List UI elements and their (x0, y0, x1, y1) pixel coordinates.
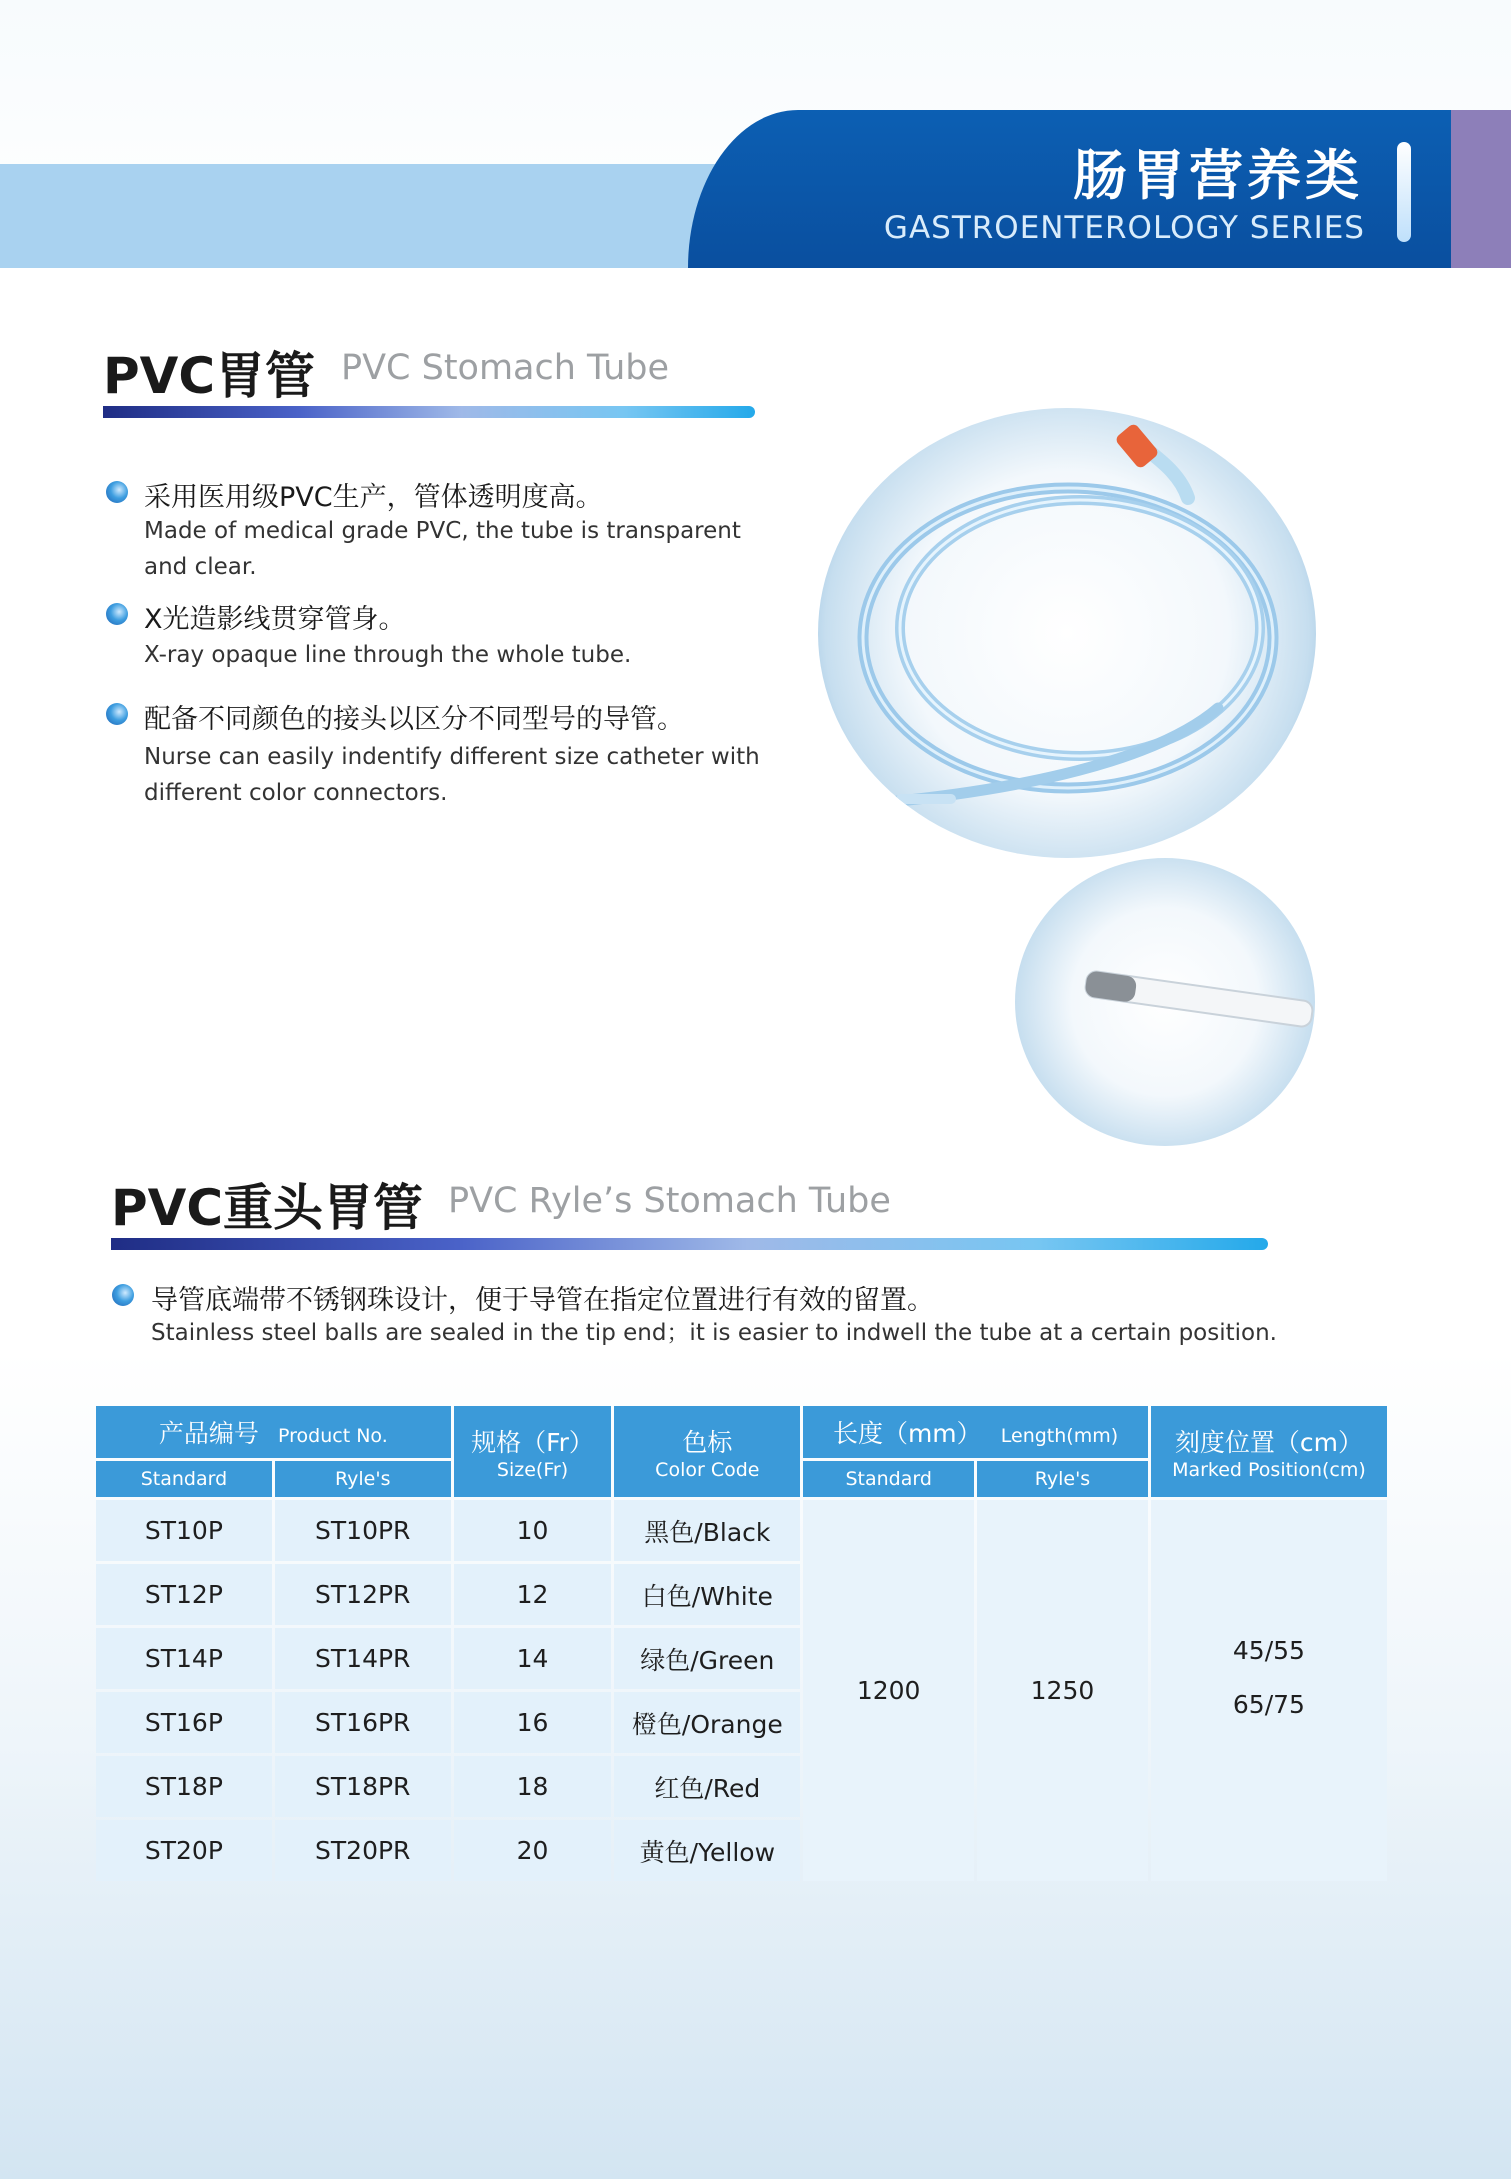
cell-size: 16 (454, 1692, 612, 1753)
cell-color: 橙色/Orange (614, 1692, 800, 1753)
cell-color: 红色/Red (614, 1756, 800, 1817)
cell-ryles: ST12PR (275, 1564, 451, 1625)
header-standard: Standard (96, 1461, 272, 1497)
stomach-tube-photo (818, 408, 1316, 858)
bullet-icon (106, 703, 128, 725)
bullet-icon (106, 603, 128, 625)
section2-bullet1-cn: 导管底端带不锈钢珠设计，便于导管在指定位置进行有效的留置。 (151, 1285, 934, 1316)
cell-standard: ST12P (96, 1564, 272, 1625)
section2-rule (111, 1238, 1268, 1250)
section1-bullet2-cn: X光造影线贯穿管身。 (144, 604, 406, 635)
section1-title: PVC胃管 (103, 347, 316, 405)
table-row (96, 1500, 1387, 1561)
section1-bullet1-en: Made of medical grade PVC, the tube is transparent and clear. (144, 518, 741, 580)
section2-bullet1-en: Stainless steel balls are sealed in the tip end；it is easier to indwell the tube at a certain position. (151, 1320, 1277, 1346)
cell-ryles: ST10PR (275, 1500, 451, 1561)
section1-bullet1-cn: 采用医用级PVC生产，管体透明度高。 (144, 482, 603, 513)
cell-size: 10 (454, 1500, 612, 1561)
cell-size: 12 (454, 1564, 612, 1625)
header-color-code: 色标 Color Code (614, 1406, 800, 1497)
section2-subtitle: PVC Ryle’s Stomach Tube (448, 1181, 891, 1221)
cell-color: 绿色/Green (614, 1628, 800, 1689)
header-accent-bar (1397, 142, 1411, 242)
cell-ryles: ST16PR (275, 1692, 451, 1753)
coiled-tube-image (818, 408, 1316, 858)
marked-value: 45/55 (1232, 1635, 1305, 1665)
cell-marked-position (1151, 1500, 1387, 1881)
cell-standard: ST14P (96, 1628, 272, 1689)
header-marked-position: 刻度位置（cm） Marked Position(cm) (1151, 1406, 1387, 1497)
spec-table (93, 1403, 1390, 1884)
cell-length-standard: 1200 (803, 1500, 974, 1881)
header-length-standard: Standard (803, 1461, 974, 1497)
header-band-purple (1451, 110, 1511, 268)
cell-ryles: ST20PR (275, 1820, 451, 1881)
cell-length-ryles: 1250 (977, 1500, 1148, 1881)
section1-bullet3-en: Nurse can easily indentify different size catheter with different color connectors. (144, 744, 760, 806)
cell-size: 14 (454, 1628, 612, 1689)
cell-color: 白色/White (614, 1564, 800, 1625)
cell-size: 20 (454, 1820, 612, 1881)
header-band-light (0, 164, 760, 268)
header-size: 规格（Fr） Size(Fr) (454, 1406, 612, 1497)
header-subtitle: GASTROENTEROLOGY SERIES (883, 210, 1365, 246)
cell-standard: ST18P (96, 1756, 272, 1817)
header-product-no: 产品编号 Product No. (96, 1406, 451, 1458)
cell-color: 黑色/Black (614, 1500, 800, 1561)
bullet-icon (106, 481, 128, 503)
section2-title: PVC重头胃管 (111, 1179, 424, 1237)
header-length: 长度（mm） Length(mm) (803, 1406, 1148, 1458)
section1-bullet2-en: X-ray opaque line through the whole tube. (144, 642, 632, 668)
cell-standard: ST20P (96, 1820, 272, 1881)
header-title: 肠胃营养类 (1073, 144, 1363, 207)
section1-subtitle: PVC Stomach Tube (341, 348, 670, 388)
section1-rule (103, 406, 755, 418)
cell-standard: ST10P (96, 1500, 272, 1561)
tube-tip-image (1015, 858, 1315, 1146)
section1-bullet3-cn: 配备不同颜色的接头以区分不同型号的导管。 (144, 704, 684, 735)
header-length-ryles: Ryle's (977, 1461, 1148, 1497)
marked-value: 65/75 (1232, 1689, 1305, 1719)
cell-ryles: ST18PR (275, 1756, 451, 1817)
cell-standard: ST16P (96, 1692, 272, 1753)
bullet-icon (112, 1284, 134, 1306)
cell-size: 18 (454, 1756, 612, 1817)
header-ryles: Ryle's (275, 1461, 451, 1497)
tube-tip-photo (1015, 858, 1315, 1146)
cell-ryles: ST14PR (275, 1628, 451, 1689)
cell-color: 黄色/Yellow (614, 1820, 800, 1881)
